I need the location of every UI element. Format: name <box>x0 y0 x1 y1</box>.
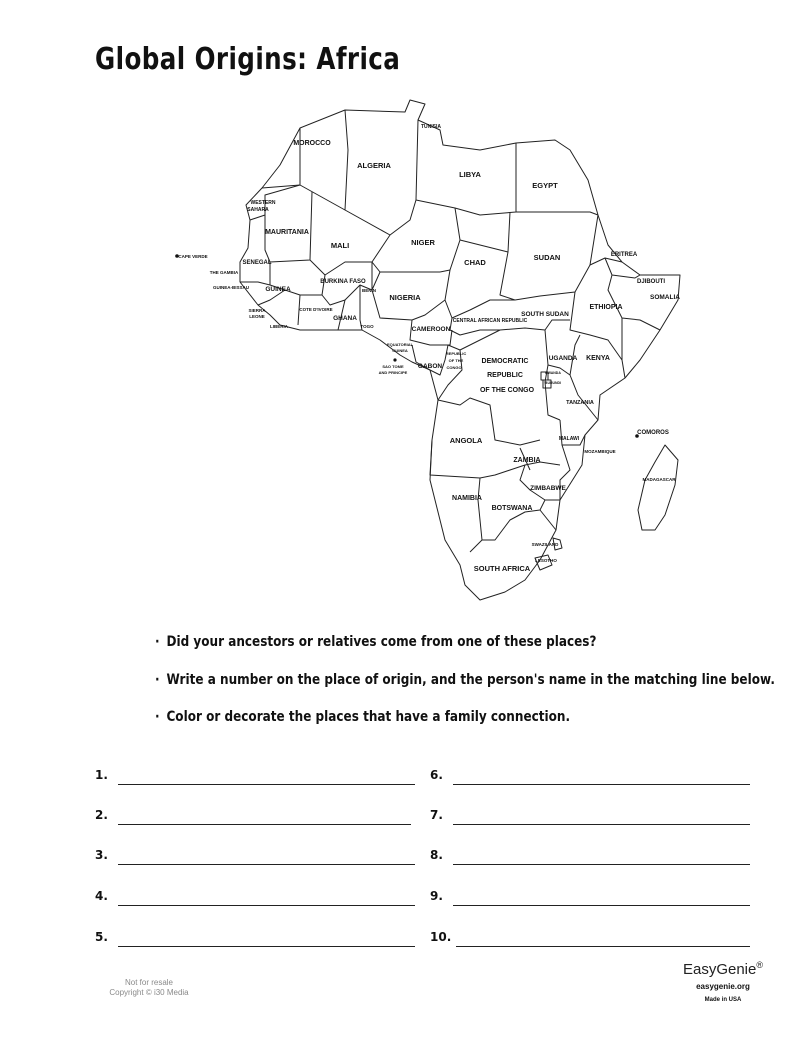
brand-logo <box>668 960 778 978</box>
label-gabon: GABON <box>417 363 443 370</box>
label-south-sudan: SOUTH SUDAN <box>521 311 569 318</box>
answer-line-6[interactable] <box>430 768 750 788</box>
label-libya: LIBYA <box>459 170 481 179</box>
label-drc-3: OF THE CONGO <box>479 387 535 394</box>
label-egypt: EGYPT <box>532 181 558 190</box>
line-number: 9. <box>430 889 443 903</box>
label-lesotho: LESOTHO <box>535 558 557 563</box>
not-for-resale-text: Not for resale <box>124 978 174 987</box>
answer-line-3[interactable] <box>95 848 415 868</box>
line-number: 7. <box>430 808 443 822</box>
writing-rule[interactable] <box>118 864 415 865</box>
writing-rule[interactable] <box>453 784 750 785</box>
label-tunisia: TUNISIA <box>421 124 441 130</box>
label-guinea-bissau: GUINEA-BISSAU <box>212 285 250 290</box>
label-equatorial-guinea-2: GUINEA <box>392 348 408 353</box>
label-congo-3: CONGO <box>446 365 462 370</box>
copyright-notice <box>104 978 194 998</box>
label-western-sahara-1: WESTERN <box>250 200 276 206</box>
label-central-african-republic: CENTRAL AFRICAN REPUBLIC <box>452 318 528 324</box>
page-title: Global Origins: Africa <box>95 42 401 77</box>
label-eritrea: ERITREA <box>610 252 638 258</box>
label-mozambique: MOZAMBIQUE <box>584 449 616 454</box>
answer-line-10[interactable] <box>430 930 750 950</box>
writing-rule[interactable] <box>456 946 750 947</box>
writing-rule[interactable] <box>118 824 411 825</box>
label-kenya: KENYA <box>586 355 610 362</box>
brand-name: EasyGenie <box>682 961 757 978</box>
line-number: 4. <box>95 889 108 903</box>
label-guinea: GUINEA <box>265 286 291 293</box>
label-nigeria: NIGERIA <box>389 293 421 302</box>
label-western-sahara-2: SAHARA <box>247 207 269 213</box>
writing-rule[interactable] <box>118 946 415 947</box>
label-cape-verde: CAPE VERDE <box>178 254 208 259</box>
writing-rule[interactable] <box>453 905 750 906</box>
label-benin: BENIN <box>361 288 377 293</box>
bullet: · <box>155 709 160 725</box>
label-swaziland: SWAZILAND <box>531 542 559 547</box>
line-number: 1. <box>95 768 108 782</box>
label-morocco: MOROCCO <box>293 140 331 147</box>
copyright-text: Copyright © i30 Media <box>109 988 189 997</box>
africa-map-svg <box>160 95 700 605</box>
brand-block <box>668 960 778 1003</box>
label-sudan: SUDAN <box>533 253 561 262</box>
label-gambia: THE GAMBIA <box>209 270 239 275</box>
answer-line-7[interactable] <box>430 808 750 828</box>
label-congo-2: OF THE <box>448 358 464 363</box>
label-ethiopia: ETHIOPIA <box>589 304 623 311</box>
brand-site: easygenie.org <box>696 982 750 991</box>
label-drc-1: DEMOCRATIC <box>481 358 529 365</box>
label-malawi: MALAWI <box>558 436 580 442</box>
label-burundi: BURUNDI <box>544 381 562 385</box>
label-botswana: BOTSWANA <box>491 505 533 512</box>
instruction-1 <box>155 634 596 650</box>
made-in-usa: Made in USA <box>704 997 742 1003</box>
label-niger: NIGER <box>411 238 435 247</box>
answer-line-4[interactable] <box>95 889 415 909</box>
label-somalia: SOMALIA <box>650 294 680 301</box>
bullet: · <box>155 634 160 650</box>
label-ghana: GHANA <box>333 315 357 322</box>
answer-line-5[interactable] <box>95 930 415 950</box>
label-burkina-faso: BURKINA FASO <box>320 279 366 285</box>
label-cameroon: CAMEROON <box>411 326 451 333</box>
writing-rule[interactable] <box>118 905 415 906</box>
label-rwanda: RWANDA <box>545 371 561 375</box>
instruction-2 <box>155 672 775 688</box>
label-comoros: COMOROS <box>637 430 669 436</box>
writing-rule[interactable] <box>453 864 750 865</box>
instruction-3 <box>155 709 570 725</box>
instruction-1-text: Did your ancestors or relatives come from one of these places? <box>166 634 597 650</box>
writing-rule[interactable] <box>453 824 750 825</box>
label-cote-divoire: COTE D'IVOIRE <box>299 307 333 312</box>
label-chad: CHAD <box>464 258 486 267</box>
writing-rule[interactable] <box>118 784 415 785</box>
line-number: 8. <box>430 848 443 862</box>
bullet: · <box>155 672 160 688</box>
line-number: 3. <box>95 848 108 862</box>
label-zambia: ZAMBIA <box>513 457 541 464</box>
line-number: 5. <box>95 930 108 944</box>
answer-line-9[interactable] <box>430 889 750 909</box>
label-uganda: UGANDA <box>548 355 578 362</box>
label-equatorial-guinea-1: EQUATORIAL <box>386 342 414 347</box>
label-senegal: SENEGAL <box>242 260 272 266</box>
label-angola: ANGOLA <box>449 436 483 445</box>
label-congo-1: REPUBLIC <box>445 351 467 356</box>
label-south-africa: SOUTH AFRICA <box>473 564 531 573</box>
instruction-3-text: Color or decorate the places that have a family connection. <box>166 709 571 725</box>
label-zimbabwe: ZIMBABWE <box>530 485 566 492</box>
label-algeria: ALGERIA <box>357 161 391 170</box>
label-liberia: LIBERIA <box>270 324 288 329</box>
label-tanzania: TANZANIA <box>566 400 594 406</box>
label-madagascar: MADAGASCAR <box>642 477 676 482</box>
label-namibia: NAMIBIA <box>452 495 482 502</box>
line-number: 10. <box>430 930 452 944</box>
label-togo: TOGO <box>360 324 374 329</box>
label-sierra-leone-1: SIERRA <box>248 308 266 313</box>
label-sao-tome-1: SAO TOME <box>382 364 404 369</box>
line-number: 6. <box>430 768 443 782</box>
registered-mark: ® <box>756 960 763 970</box>
answer-line-1[interactable] <box>95 768 415 788</box>
madagascar-outline <box>638 445 678 530</box>
line-number: 2. <box>95 808 108 822</box>
label-mauritania: MAURITANIA <box>265 229 309 236</box>
answer-line-2[interactable] <box>95 808 411 828</box>
label-sao-tome-2: AND PRINCIPE <box>378 370 408 375</box>
label-mali: MALI <box>330 241 350 250</box>
label-drc-2: REPUBLIC <box>487 372 523 379</box>
africa-map <box>160 95 700 605</box>
label-djibouti: DJIBOUTI <box>636 279 666 285</box>
label-sierra-leone-2: LEONE <box>249 314 265 319</box>
instruction-2-text: Write a number on the place of origin, and the person's name in the matching line below. <box>166 672 775 688</box>
answer-line-8[interactable] <box>430 848 750 868</box>
